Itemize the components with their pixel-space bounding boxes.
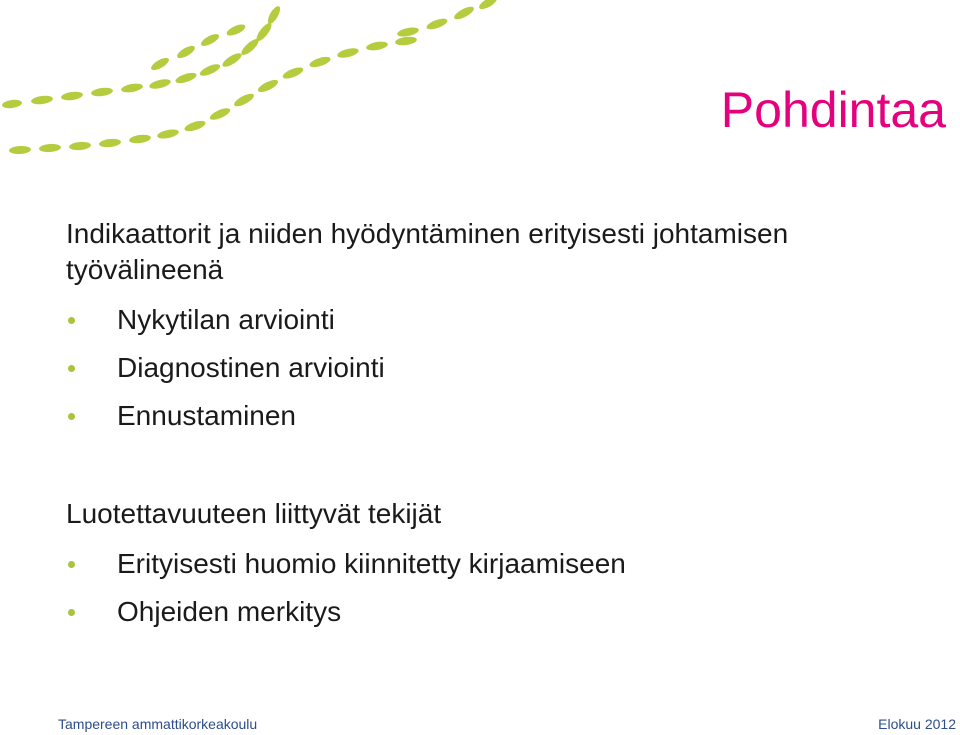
dashed-swoosh-decoration	[0, 0, 520, 170]
list-item-text: Ohjeiden merkitys	[117, 596, 342, 627]
footer-date: Elokuu 2012	[878, 716, 956, 732]
bullet-icon	[68, 365, 75, 372]
list-item	[66, 344, 926, 392]
list-item-text: Diagnostinen arviointi	[117, 352, 385, 383]
section-reliability	[66, 496, 926, 636]
section-heading: Luotettavuuteen liittyvät tekijät	[66, 498, 442, 529]
section-indicators	[66, 216, 926, 440]
list-item-text: Ennustaminen	[117, 400, 297, 431]
slide-title: Pohdintaa	[720, 82, 946, 138]
section-heading: Indikaattorit ja niiden hyödyntäminen erityisesti johtamisen työvälineenä	[66, 218, 789, 285]
bullet-icon	[68, 317, 75, 324]
bullet-list	[66, 296, 926, 440]
list-item	[66, 296, 926, 344]
list-item	[66, 588, 926, 636]
bullet-icon	[68, 609, 75, 616]
list-item	[66, 540, 926, 588]
list-item-text: Nykytilan arviointi	[117, 304, 335, 335]
list-item-text: Erityisesti huomio kiinnitetty kirjaamiseen	[117, 548, 626, 579]
footer-organization: Tampereen ammattikorkeakoulu	[58, 716, 258, 732]
bullet-icon	[68, 413, 75, 420]
bullet-list	[66, 540, 926, 636]
bullet-icon	[68, 561, 75, 568]
list-item	[66, 392, 926, 440]
